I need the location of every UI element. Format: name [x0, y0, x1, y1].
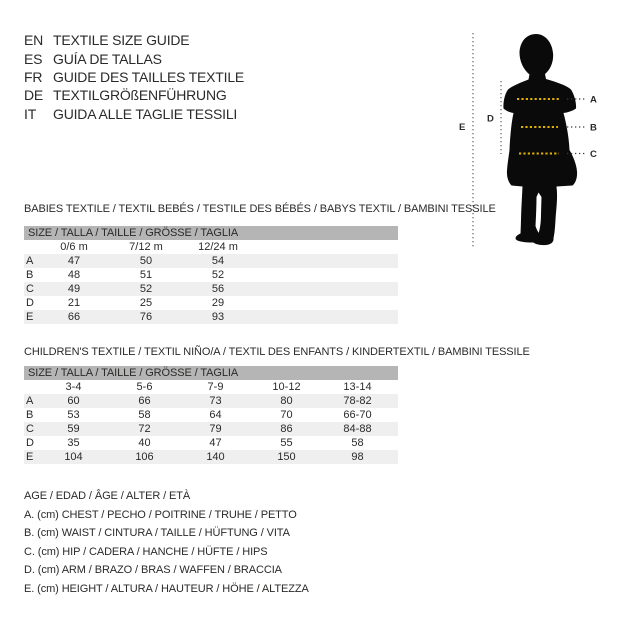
cell: 70: [280, 409, 293, 421]
table-row-d: [24, 296, 398, 310]
cell: 58: [351, 437, 364, 449]
cell: 86: [280, 423, 293, 435]
column-header: 13-14: [343, 381, 372, 393]
table-row-e: [24, 310, 398, 324]
column-header: 3-4: [65, 381, 82, 393]
column-header: 0/6 m: [60, 241, 88, 253]
children-table-title: CHILDREN'S TEXTILE / TEXTIL NIÑO/A / TEXTIL DES ENFANTS / KINDERTEXTIL / BAMBINI TESSILE: [24, 346, 530, 358]
lang-title: GUIDE DES TAILLES TEXTILE: [53, 68, 245, 85]
cell: 98: [351, 451, 364, 463]
column-header: 12/24 m: [198, 241, 238, 253]
table-row-c: [24, 422, 398, 436]
row-label: E: [26, 311, 34, 323]
lang-row-de: [24, 86, 244, 104]
cell: 93: [211, 311, 225, 323]
cell: 48: [67, 269, 81, 281]
figure-label-a: A: [590, 94, 597, 106]
babies-table-title: BABIES TEXTILE / TEXTIL BEBÉS / TESTILE DES BÉBÉS / BABYS TEXTIL / BAMBINI TESSILE: [24, 203, 496, 215]
cell: 51: [139, 269, 153, 281]
cell: 104: [64, 451, 83, 463]
cell: 59: [67, 423, 80, 435]
row-label: E: [26, 451, 34, 463]
figure-label-d: D: [487, 113, 494, 125]
cell: 49: [67, 283, 81, 295]
legend-arm: D. (cm) ARM / BRAZO / BRAS / WAFFEN / BRACCIA: [24, 564, 282, 577]
cell: 29: [211, 297, 225, 309]
lang-row-it: [24, 105, 244, 123]
measurement-legend: [24, 487, 309, 599]
lang-row-fr: [24, 68, 244, 86]
child-silhouette-figure: [438, 14, 620, 259]
cell: 79: [209, 423, 222, 435]
lang-code: EN: [24, 32, 44, 49]
row-label: D: [26, 297, 34, 309]
row-label: A: [26, 395, 34, 407]
lang-code: IT: [24, 105, 37, 122]
figure-label-e: E: [459, 122, 466, 133]
column-header: 5-6: [136, 381, 153, 393]
legend-age: AGE / EDAD / ÂGE / ALTER / ETÀ: [24, 490, 191, 502]
children-column-header-row: [24, 380, 398, 394]
cell: 56: [211, 283, 225, 295]
legend-waist: B. (cm) WAIST / CINTURA / TAILLE / HÜFTUNG / VITA: [24, 527, 290, 540]
row-label: B: [26, 409, 34, 421]
cell: 150: [277, 451, 296, 463]
legend-chest: A. (cm) CHEST / PECHO / POITRINE / TRUHE / PETTO: [24, 508, 297, 521]
children-size-header-bar: SIZE / TALLA / TAILLE / GRÖSSE / TAGLIA: [24, 366, 398, 380]
legend-height: E. (cm) HEIGHT / ALTURA / HAUTEUR / HÖHE / ALTEZZA: [24, 582, 309, 595]
cell: 72: [138, 423, 151, 435]
cell: 25: [139, 297, 153, 309]
table-row-a: [24, 254, 398, 268]
table-row-d: [24, 436, 398, 450]
table-row-c: [24, 282, 398, 296]
cell: 21: [67, 297, 81, 309]
lang-title: GUÍA DE TALLAS: [53, 50, 162, 67]
cell: 66: [67, 311, 81, 323]
row-label: C: [26, 423, 34, 435]
babies-size-header-bar: SIZE / TALLA / TAILLE / GRÖSSE / TAGLIA: [24, 226, 398, 240]
language-title-list: [24, 31, 244, 123]
row-label: B: [26, 269, 34, 281]
cell: 52: [139, 283, 153, 295]
cell: 78-82: [343, 395, 372, 407]
lang-row-es: [24, 49, 244, 67]
cell: 66: [138, 395, 151, 407]
table-row-b: [24, 268, 398, 282]
cell: 40: [138, 437, 151, 449]
cell: 52: [211, 269, 225, 281]
cell: 60: [67, 395, 80, 407]
cell: 47: [209, 437, 222, 449]
cell: 35: [67, 437, 80, 449]
lang-title: GUIDA ALLE TAGLIE TESSILI: [53, 105, 238, 122]
cell: 50: [139, 255, 153, 267]
cell: 84-88: [343, 423, 372, 435]
cell: 54: [211, 255, 225, 267]
cell: 106: [135, 451, 154, 463]
cell: 140: [206, 451, 225, 463]
cell: 64: [209, 409, 222, 421]
child-silhouette: [503, 34, 577, 245]
column-header: 7-9: [207, 381, 224, 393]
cell: 47: [67, 255, 81, 267]
table-row-b: [24, 408, 398, 422]
figure-label-c: C: [590, 149, 597, 160]
babies-column-header-row: [24, 240, 398, 254]
cell: 76: [139, 311, 153, 323]
children-size-table: [24, 346, 530, 464]
cell: 53: [67, 409, 80, 421]
cell: 66-70: [343, 409, 372, 421]
lang-title: TEXTILE SIZE GUIDE: [53, 32, 190, 49]
row-label: C: [26, 283, 34, 295]
cell: 73: [209, 395, 222, 407]
table-row-e: [24, 450, 398, 464]
cell: 58: [138, 409, 151, 421]
column-header: 7/12 m: [129, 241, 163, 253]
lang-code: ES: [24, 50, 43, 67]
babies-size-table: [24, 203, 496, 324]
row-label: A: [26, 255, 34, 267]
legend-hip: C. (cm) HIP / CADERA / HANCHE / HÜFTE / HIPS: [24, 545, 268, 558]
column-header: 10-12: [272, 381, 301, 393]
row-label: D: [26, 437, 34, 449]
cell: 55: [280, 437, 293, 449]
table-row-a: [24, 394, 398, 408]
lang-code: DE: [24, 87, 44, 104]
lang-title: TEXTILGRÖßENFÜHRUNG: [53, 87, 227, 104]
lang-code: FR: [24, 68, 43, 85]
lang-row-en: [24, 31, 244, 49]
cell: 80: [280, 395, 293, 407]
figure-label-b: B: [590, 122, 597, 134]
